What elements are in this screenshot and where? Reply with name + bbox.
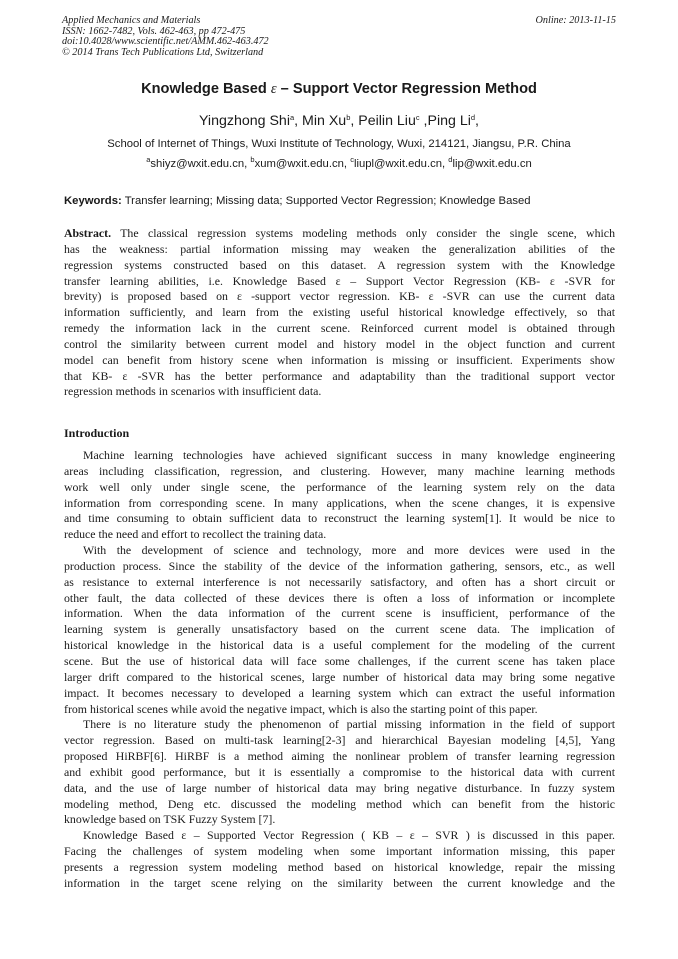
issn-line: ISSN: 1662-7482, Vols. 462-463, pp 472-475 <box>62 25 246 37</box>
email-address[interactable]: liupl@wxit.edu.cn <box>353 158 443 170</box>
email-mark: b <box>250 155 255 164</box>
email-address[interactable]: shiyz@wxit.edu.cn <box>150 158 245 170</box>
intro-line: knowledge based on TSK Fuzzy System [7]. <box>64 812 276 827</box>
email-mark: a <box>146 155 151 164</box>
intro-line: reduce the need and effort to recollect the training data. <box>64 527 327 542</box>
intro-line: data, and the use of large number of historical data may bring negative disturbance. In fuzzy system <box>64 780 615 795</box>
author-name: Yingzhong Shi <box>199 113 290 129</box>
intro-line: areas including classification, regression, and clustering. However, many machine learning methods <box>64 463 615 478</box>
abstract-line: that KB- ε -SVR has the better performance and adaptability than the traditional support vector <box>64 368 615 383</box>
intro-line: historical knowledge in the historical data is a useful complement for the modeling of the current <box>64 638 615 653</box>
journal-name: Applied Mechanics and Materials <box>62 15 201 26</box>
email-address[interactable]: xum@wxit.edu.cn <box>254 158 344 170</box>
abstract-line: regression systems constructed based on this dataset. A regression system with the Knowledge <box>64 257 615 272</box>
author-separator: , <box>419 113 428 129</box>
author-separator: , <box>475 113 479 129</box>
keywords-label: Keywords: <box>64 195 122 207</box>
intro-line: from historical scenes while avoid the negative impact, which is also the starting point of this paper. <box>64 701 538 716</box>
intro-line: and exhibit good performance, but it is essentially a compromise to the historical data with current <box>64 764 615 779</box>
intro-line: impact. It becomes necessary to developed a learning system which can extract the useful information <box>64 685 615 700</box>
intro-line: With the development of science and technology, more and more devices were used in the <box>83 543 615 558</box>
keywords-text: Transfer learning; Missing data; Supported Vector Regression; Knowledge Based <box>121 195 531 207</box>
intro-line: work well only under single scene, the performance of the learning system rely on the data <box>64 479 615 494</box>
author-separator: , <box>350 113 359 129</box>
abstract-line: brevity) is proposed based on ε -support vector regression. KB- ε -SVR can use the current data <box>64 289 615 304</box>
intro-line: information. When the data information of the current scene is insufficient, performance of the <box>64 606 615 621</box>
abstract-line: has the weakness: partial information missing may weaken the generalization abilities of the <box>64 241 615 256</box>
intro-line: vector regression. Based on multi-task learning[2-3] and hierarchical Bayesian modeling [4,5], Yang <box>64 733 615 748</box>
intro-line: information in the target scene relying on the similarity between the current knowledge and the <box>64 875 615 890</box>
intro-line: and time consuming to obtain sufficient data to reconstruct the learning system[1]. It would be nice to <box>64 511 615 526</box>
email-mark: c <box>350 155 354 164</box>
author-affil-mark: d <box>470 113 476 122</box>
author-name: Ping Li <box>427 113 471 129</box>
email-separator: , <box>343 158 351 170</box>
abstract-line: regression methods in scenarios with insufficient data. <box>64 384 322 399</box>
email-separator: , <box>244 158 251 170</box>
intro-line: Facing the challenges of system modeling when some important information missing, this paper <box>64 844 615 859</box>
author-name: Min Xu <box>302 113 347 129</box>
abstract-line: model can benefit from history scene when information is missing or insufficient. Experiments show <box>64 352 615 367</box>
author-separator: , <box>294 113 303 129</box>
abstract-line <box>64 226 615 242</box>
title-epsilon: ε <box>270 81 277 97</box>
abstract-line: control the similarity between current model and history model in the object function and current <box>64 336 615 351</box>
title-part-2: – Support Vector Regression Method <box>276 81 537 97</box>
intro-line: production process. Since the stability of the device of the information gathering, sensors, etc., as well <box>64 558 615 573</box>
keywords <box>64 195 616 207</box>
intro-line: larger drift compared to the historical scenes, large number of historical data may bring some negative <box>64 669 615 684</box>
abstract-line: information sufficiently, and learn from the existing useful historical knowledge effectively, so that <box>64 305 615 320</box>
intro-line: modeling method, Deng etc. discussed the modeling method which can benefit from the historic <box>64 796 615 811</box>
email-list <box>0 155 678 170</box>
abstract-text: The classical regression systems modeling methods only consider the single scene, which <box>111 226 615 240</box>
author-affil-mark: b <box>346 113 351 122</box>
intro-line: Knowledge Based ε – Supported Vector Regression ( KB – ε – SVR ) is discussed in this paper. <box>83 828 615 843</box>
intro-line: scene. But the use of historical data will face some challenges, if the current scene has taken place <box>64 653 615 668</box>
title-part-1: Knowledge Based <box>141 81 271 97</box>
introduction-body <box>64 448 615 892</box>
abstract-line: transfer learning abilities, i.e. Knowledge Based ε – Support Vector Regression (KB- ε -SVR for <box>64 273 615 288</box>
intro-line: Machine learning technologies have achieved significant success in many knowledge engineering <box>83 448 615 462</box>
intro-line: proposed HiRBF[6]. HiRBF is a method aiming the nonlinear problem of transfer learning regression <box>64 749 615 764</box>
online-date: Online: 2013-11-15 <box>535 15 616 26</box>
author-name: Peilin Liu <box>358 113 416 129</box>
intro-line: There is no literature study the phenomenon of partial missing information in the field of support <box>83 717 615 732</box>
intro-line: as resistance to external interference is not necessarily satisfactory, and often has a short circuit or <box>64 574 615 589</box>
affiliation: School of Internet of Things, Wuxi Institute of Technology, Wuxi, 214121, Jiangsu, P.R. China <box>107 138 571 150</box>
email-separator: , <box>442 158 449 170</box>
author-list <box>0 113 678 129</box>
email-address[interactable]: lip@wxit.edu.cn <box>452 158 532 170</box>
intro-line: learning system is generally unsatisfactory based on the current scene data. The implication of <box>64 622 615 637</box>
copyright-line: © 2014 Trans Tech Publications Ltd, Switzerland <box>62 46 264 58</box>
author-affil-mark: c <box>415 113 420 122</box>
intro-line: other fault, the data collected of these devices there is often a loss of information or incomplete <box>64 590 615 605</box>
email-mark: d <box>448 155 453 164</box>
intro-line: information from corresponding scene. In many applications, when the scene changes, it is expensive <box>64 495 615 510</box>
abstract-label: Abstract. <box>64 226 112 240</box>
author-affil-mark: a <box>289 113 295 122</box>
journal-header <box>62 16 616 58</box>
paper-title <box>0 81 678 98</box>
intro-line: presents a regression system modeling method based on historical knowledge, repair the missing <box>64 859 615 874</box>
doi-line: doi:10.4028/www.scientific.net/AMM.462-463.472 <box>62 36 269 47</box>
abstract <box>64 226 615 400</box>
introduction-heading: Introduction <box>64 426 130 440</box>
abstract-line: remedy the information lack in the current scene. Reinforced current model is obtained through <box>64 321 615 336</box>
